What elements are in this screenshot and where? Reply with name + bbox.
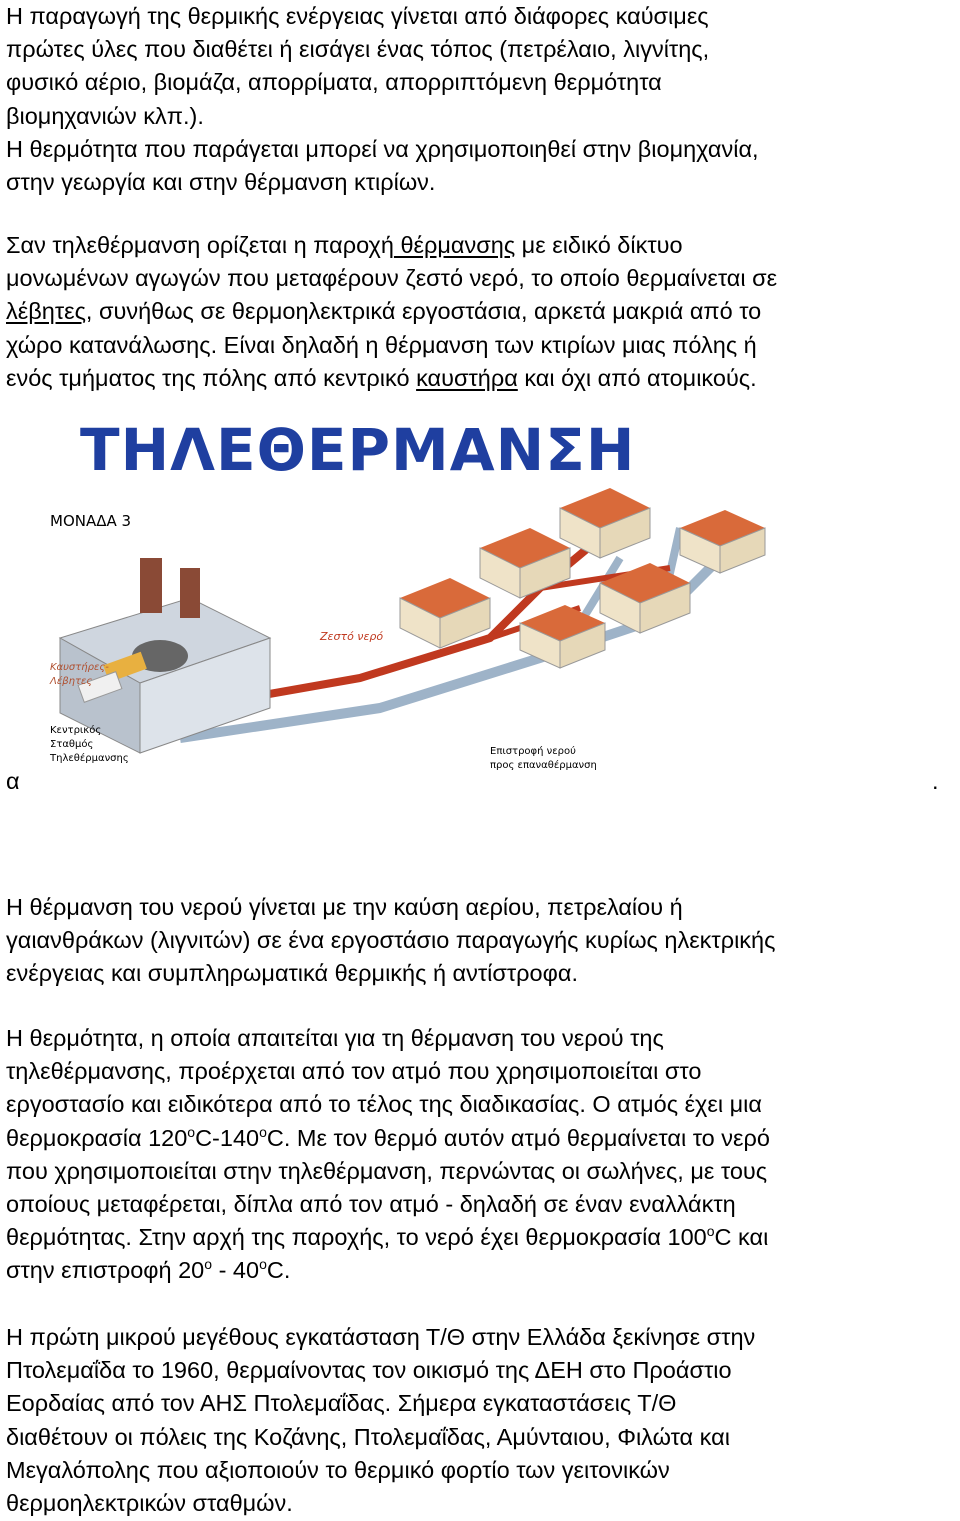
text-fragment: , συνήθως σε θερμοηλεκτρικά εργοστάσια, αρκετά μακριά από το bbox=[85, 298, 762, 325]
text-line: Η πρώτη μικρού μεγέθους εγκατάσταση Τ/Θ στην Ελλάδα ξεκίνησε στην bbox=[6, 1324, 756, 1350]
text-line: που χρησιμοποιείται στην τηλεθέρμανση, περνώντας οι σωλήνες, με τους bbox=[6, 1157, 768, 1184]
degree-superscript: o bbox=[259, 1123, 267, 1140]
station-label: Κεντρικός bbox=[50, 725, 102, 736]
text-line: οποίους μεταφέρεται, δίπλα από τον ατμό - δηλαδή σε έναν εναλλάκτη bbox=[6, 1191, 736, 1218]
boilers-label: Καυστήρες- bbox=[50, 662, 109, 673]
text-line: βιομηχανιών κλπ.). bbox=[6, 102, 204, 129]
boilers-label: Λέβητες bbox=[50, 676, 93, 687]
degree-superscript: o bbox=[259, 1256, 267, 1273]
house-icon bbox=[560, 488, 650, 558]
text-line: τηλεθέρμανσης, προέρχεται από τον ατμό που χρησιμοποιείται στο bbox=[6, 1058, 702, 1085]
return-label: Επιστροφή νερού bbox=[490, 746, 576, 757]
link-levites[interactable]: λέβητες bbox=[6, 298, 86, 325]
text-line: Εορδαίας από τον ΑΗΣ Πτολεμαΐδας. Σήμερα εγκαταστάσεις Τ/Θ bbox=[6, 1390, 677, 1417]
text-fragment: C. bbox=[266, 1257, 291, 1284]
text-line bbox=[6, 1221, 956, 1254]
text-fragment: Σαν τηλεθέρμανση ορίζεται η παροχή bbox=[6, 232, 394, 258]
text-line: πρώτες ύλες που διαθέτει ή εισάγει ένας τόπος (πετρέλαιο, λιγνίτης, bbox=[6, 36, 710, 63]
paragraph-definition bbox=[6, 229, 956, 395]
text-line: φυσικό αέριο, βιομάζα, απορρίματα, απορριπτόμενη θερμότητα bbox=[6, 69, 662, 96]
hot-water-label: Ζεστό νερό bbox=[320, 630, 384, 643]
paragraph-greece-history bbox=[6, 1321, 956, 1520]
text-line: στην γεωργία και στην θέρμανση κτιρίων. bbox=[6, 169, 436, 196]
text-line: Πτολεμαΐδα το 1960, θερμαίνοντας τον οικισμό της ΔΕΗ στο Προάστιο bbox=[6, 1357, 732, 1384]
text-line bbox=[6, 295, 956, 328]
text-line: Η θερμότητα, η οποία απαιτείται για τη θέρμανση του νερού της bbox=[6, 1025, 664, 1051]
text-line bbox=[6, 362, 956, 395]
text-line: θερμοηλεκτρικών σταθμών. bbox=[6, 1490, 293, 1517]
degree-superscript: o bbox=[187, 1123, 196, 1140]
text-line bbox=[6, 1122, 956, 1155]
text-line: Μεγαλόπολης που αξιοποιούν το θερμικό φορτίο των γειτονικών bbox=[6, 1456, 670, 1483]
paragraph-intro bbox=[6, 0, 956, 199]
link-kaustira[interactable]: καυστήρα bbox=[416, 364, 518, 391]
house-icon bbox=[680, 510, 765, 573]
text-fragment: στην επιστροφή 20 bbox=[6, 1257, 205, 1284]
house-icon bbox=[400, 578, 490, 648]
paragraph-heating-method bbox=[6, 891, 956, 991]
text-fragment: C. Με τον θερμό αυτόν ατμό θερμαίνεται το νερό bbox=[266, 1124, 770, 1151]
text-line: εργοστασίο και ειδικότερα από το τέλος της διαδικασίας. Ο ατμός έχει μια bbox=[6, 1091, 762, 1118]
text-fragment: με ειδικό δίκτυο bbox=[515, 232, 683, 258]
text-fragment: C-140 bbox=[195, 1124, 260, 1151]
figure-prefix-text: α bbox=[6, 768, 20, 794]
text-fragment: ενός τμήματος της πόλης από κεντρικό bbox=[6, 364, 417, 391]
text-line: μονωμένων αγωγών που μεταφέρουν ζεστό νερό, το οποίο θερμαίνεται σε bbox=[6, 265, 778, 292]
station-label: Τηλεθέρμανσης bbox=[50, 753, 129, 764]
text-line: Η θερμότητα που παράγεται μπορεί να χρησιμοποιηθεί στην βιομηχανία, bbox=[6, 135, 759, 162]
return-label: προς επαναθέρμανση bbox=[490, 760, 597, 771]
figure-title: ΤΗΛΕΘΕΡΜΑΝΣΗ bbox=[80, 416, 636, 484]
text-line bbox=[6, 229, 956, 262]
figure-suffix-text: . bbox=[932, 768, 939, 794]
paragraph-steam-temperatures bbox=[6, 1022, 956, 1288]
text-line: ενέργειας και συμπληρωματικά θερμικής ή αντίστροφα. bbox=[6, 960, 578, 987]
text-line: χώρο κατανάλωσης. Είναι δηλαδή η θέρμανση των κτιρίων μιας πόλης ή bbox=[6, 331, 757, 358]
chimney-icon bbox=[180, 568, 200, 618]
text-line bbox=[6, 1254, 956, 1287]
station-label: Σταθμός bbox=[50, 739, 94, 750]
central-station-building bbox=[60, 558, 270, 753]
text-fragment: - 40 bbox=[212, 1257, 260, 1284]
text-fragment: θερμοκρασία 120 bbox=[6, 1124, 188, 1151]
chimney-icon bbox=[140, 558, 162, 613]
text-line: Η θέρμανση του νερού γίνεται με την καύση αερίου, πετρελαίου ή bbox=[6, 894, 683, 920]
text-line: Η παραγωγή της θερμικής ενέργειας γίνεται από διάφορες καύσιμες bbox=[6, 3, 709, 29]
text-fragment: και όχι από ατομικούς. bbox=[517, 364, 757, 391]
text-fragment: θερμότητας. Στην αρχή της παροχής, το νερό έχει θερμοκρασία 100 bbox=[6, 1224, 707, 1251]
text-line: γαιανθράκων (λιγνιτών) σε ένα εργοστάσιο παραγωγής κυρίως ηλεκτρικής bbox=[6, 927, 776, 954]
link-thermansis[interactable]: θέρμανσης bbox=[393, 232, 516, 258]
unit-label: ΜΟΝΑΔΑ 3 bbox=[50, 512, 132, 530]
text-line: διαθέτουν οι πόλεις της Κοζάνης, Πτολεμαΐδας, Αμύνταιου, Φιλώτα και bbox=[6, 1423, 730, 1450]
text-fragment: C και bbox=[714, 1224, 769, 1251]
district-heating-diagram bbox=[20, 408, 820, 803]
degree-superscript: o bbox=[706, 1223, 715, 1240]
degree-superscript: o bbox=[204, 1256, 213, 1273]
